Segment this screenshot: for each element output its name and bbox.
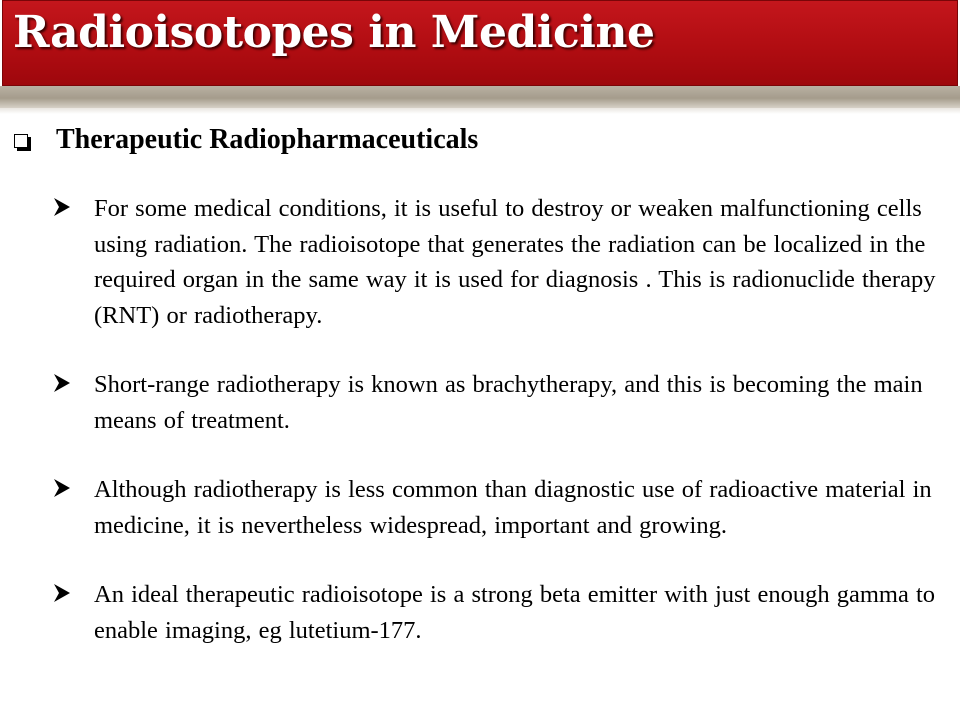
list-item xyxy=(52,472,942,543)
title-banner xyxy=(2,0,958,86)
slide-title: Radioisotopes in Medicine xyxy=(13,7,655,58)
list-item xyxy=(52,367,942,438)
list-item-text: Although radiotherapy is less common than diagnostic use of radioactive material in medicine, it is nevertheless widespread, important and growing. xyxy=(94,476,932,539)
list-item-text: For some medical conditions, it is useful to destroy or weaken malfunctioning cells using radiation. The radioisotope that generates the radiation can be localized in the required organ in the same way it is used for diagnosis . This is radionuclide therapy (RNT) or radiotherapy. xyxy=(94,195,936,329)
section-header xyxy=(14,124,478,156)
title-divider xyxy=(0,86,960,108)
square-box-icon xyxy=(14,134,28,148)
list-item-text: An ideal therapeutic radioisotope is a strong beta emitter with just enough gamma to enable imaging, eg lutetium-177. xyxy=(94,581,936,644)
arrowhead-icon xyxy=(52,478,72,498)
list-item xyxy=(52,191,942,333)
section-heading: Therapeutic Radiopharmaceuticals xyxy=(56,124,479,155)
list-item-text: Short-range radiotherapy is known as brachytherapy, and this is becoming the main means of treatment. xyxy=(94,371,923,434)
arrowhead-icon xyxy=(52,197,72,217)
arrowhead-icon xyxy=(52,583,72,603)
bullet-list xyxy=(52,191,942,682)
title-divider-shadow xyxy=(0,108,960,114)
arrowhead-icon xyxy=(52,373,72,393)
list-item xyxy=(52,577,942,648)
